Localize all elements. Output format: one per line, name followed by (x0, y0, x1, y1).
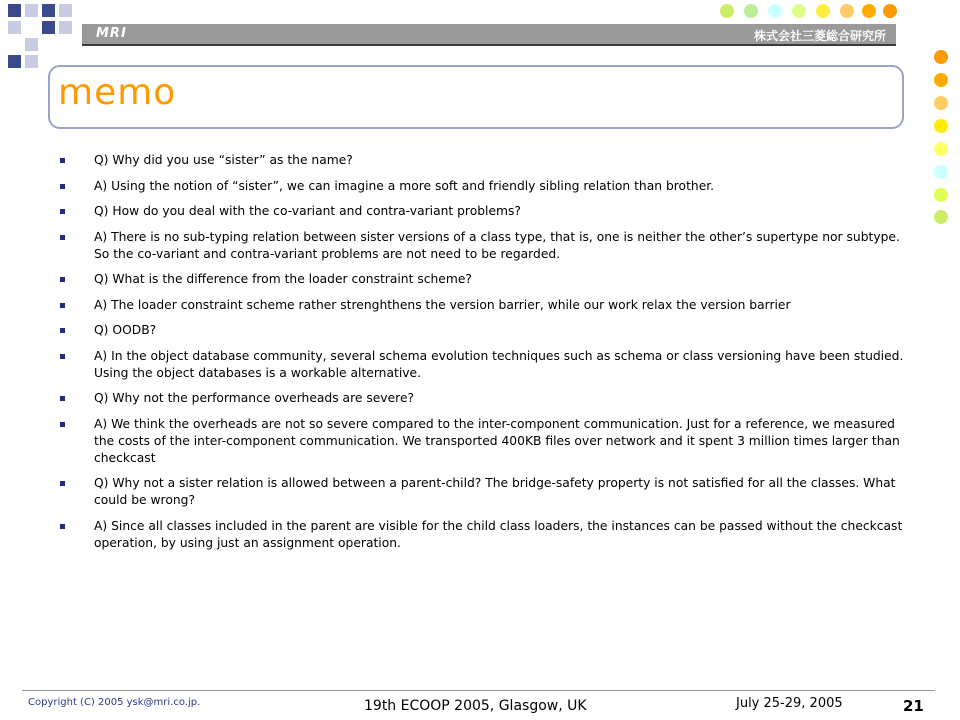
square-decoration (25, 55, 38, 68)
dot-decoration (816, 4, 830, 18)
bullet-icon (60, 481, 65, 486)
list-item (60, 390, 908, 407)
dot-decoration (934, 142, 948, 156)
title-box (48, 65, 904, 129)
list-item (60, 518, 908, 552)
dot-decoration (934, 188, 948, 202)
list-item (60, 271, 908, 288)
bullet-icon (60, 422, 65, 427)
bullet-icon (60, 277, 65, 282)
dot-decoration (768, 4, 782, 18)
bullet-list (60, 152, 908, 560)
list-item-text: Q) OODB? (94, 323, 157, 337)
list-item-text: Q) Why not a sister relation is allowed between a parent-child? The bridge-safety property is not satisfied for all the classes. What could be wrong? (94, 476, 896, 507)
mri-logo: MRI (96, 26, 127, 41)
dot-decoration (862, 4, 876, 18)
bullet-icon (60, 524, 65, 529)
dot-decoration (934, 119, 948, 133)
bullet-icon (60, 354, 65, 359)
bullet-icon (60, 328, 65, 333)
list-item (60, 475, 908, 509)
list-item-text: A) Using the notion of “sister”, we can imagine a more soft and friendly sibling relation than brother. (94, 178, 715, 193)
bullet-icon (60, 396, 65, 401)
footer-conference: 19th ECOOP 2005, Glasgow, UK (364, 698, 587, 714)
dot-decoration (883, 4, 897, 18)
dot-decoration (934, 165, 948, 179)
slide-title: memo (58, 72, 177, 113)
list-item (60, 416, 908, 467)
square-decoration (8, 4, 21, 17)
dot-decoration (934, 50, 948, 64)
bullet-icon (60, 184, 65, 189)
company-name: 株式会社三菱総合研究所 (753, 29, 886, 43)
page-number: 21 (903, 697, 924, 715)
list-item (60, 229, 908, 263)
square-decoration (42, 4, 55, 17)
list-item (60, 178, 908, 195)
list-item-text: Q) How do you deal with the co-variant and contra-variant problems? (94, 204, 521, 218)
dot-decoration (934, 210, 948, 224)
dot-decoration (934, 96, 948, 110)
footer-divider (22, 690, 935, 691)
list-item-text: A) In the object database community, several schema evolution techniques such as schema or class versioning have been studied. Using the object databases is a workable alternative. (94, 348, 904, 380)
list-item-text: Q) Why did you use “sister” as the name? (94, 153, 353, 167)
list-item (60, 322, 908, 339)
square-decoration (8, 55, 21, 68)
list-item-text: A) We think the overheads are not so severe compared to the inter-component communication. Just for a reference, we measured the costs of the inter-component communication. We transported 400KB files over network and it spent 3 million times larger than checkcast (94, 416, 900, 465)
dot-decoration (792, 4, 806, 18)
dot-decoration (744, 4, 758, 18)
list-item-text: A) There is no sub-typing relation between sister versions of a class type, that is, one is neither the other’s supertype nor subtype. So the co-variant and contra-variant problems are not need to be regarded. (94, 229, 900, 261)
list-item (60, 152, 908, 169)
list-item (60, 203, 908, 220)
square-decoration (25, 38, 38, 51)
square-decoration (8, 21, 21, 34)
bullet-icon (60, 235, 65, 240)
dot-decoration (840, 4, 854, 18)
list-item-text: Q) What is the difference from the loader constraint scheme? (94, 272, 472, 286)
footer-copyright: Copyright (C) 2005 ysk@mri.co.jp. (28, 697, 201, 708)
bullet-icon (60, 158, 65, 163)
bullet-icon (60, 303, 65, 308)
bullet-icon (60, 209, 65, 214)
square-decoration (25, 4, 38, 17)
square-decoration (59, 21, 72, 34)
list-item-text: A) Since all classes included in the parent are visible for the child class loaders, the instances can be passed without the checkcast operation, by using just an assignment operation. (94, 518, 903, 550)
dot-decoration (720, 4, 734, 18)
footer-date: July 25-29, 2005 (736, 696, 843, 711)
list-item-text: A) The loader constraint scheme rather strenghthens the version barrier, while our work relax the version barrier (94, 297, 791, 312)
list-item (60, 297, 908, 314)
list-item (60, 348, 908, 382)
square-decoration (59, 4, 72, 17)
dot-decoration (934, 73, 948, 87)
list-item-text: Q) Why not the performance overheads are severe? (94, 391, 415, 405)
square-decoration (42, 21, 55, 34)
